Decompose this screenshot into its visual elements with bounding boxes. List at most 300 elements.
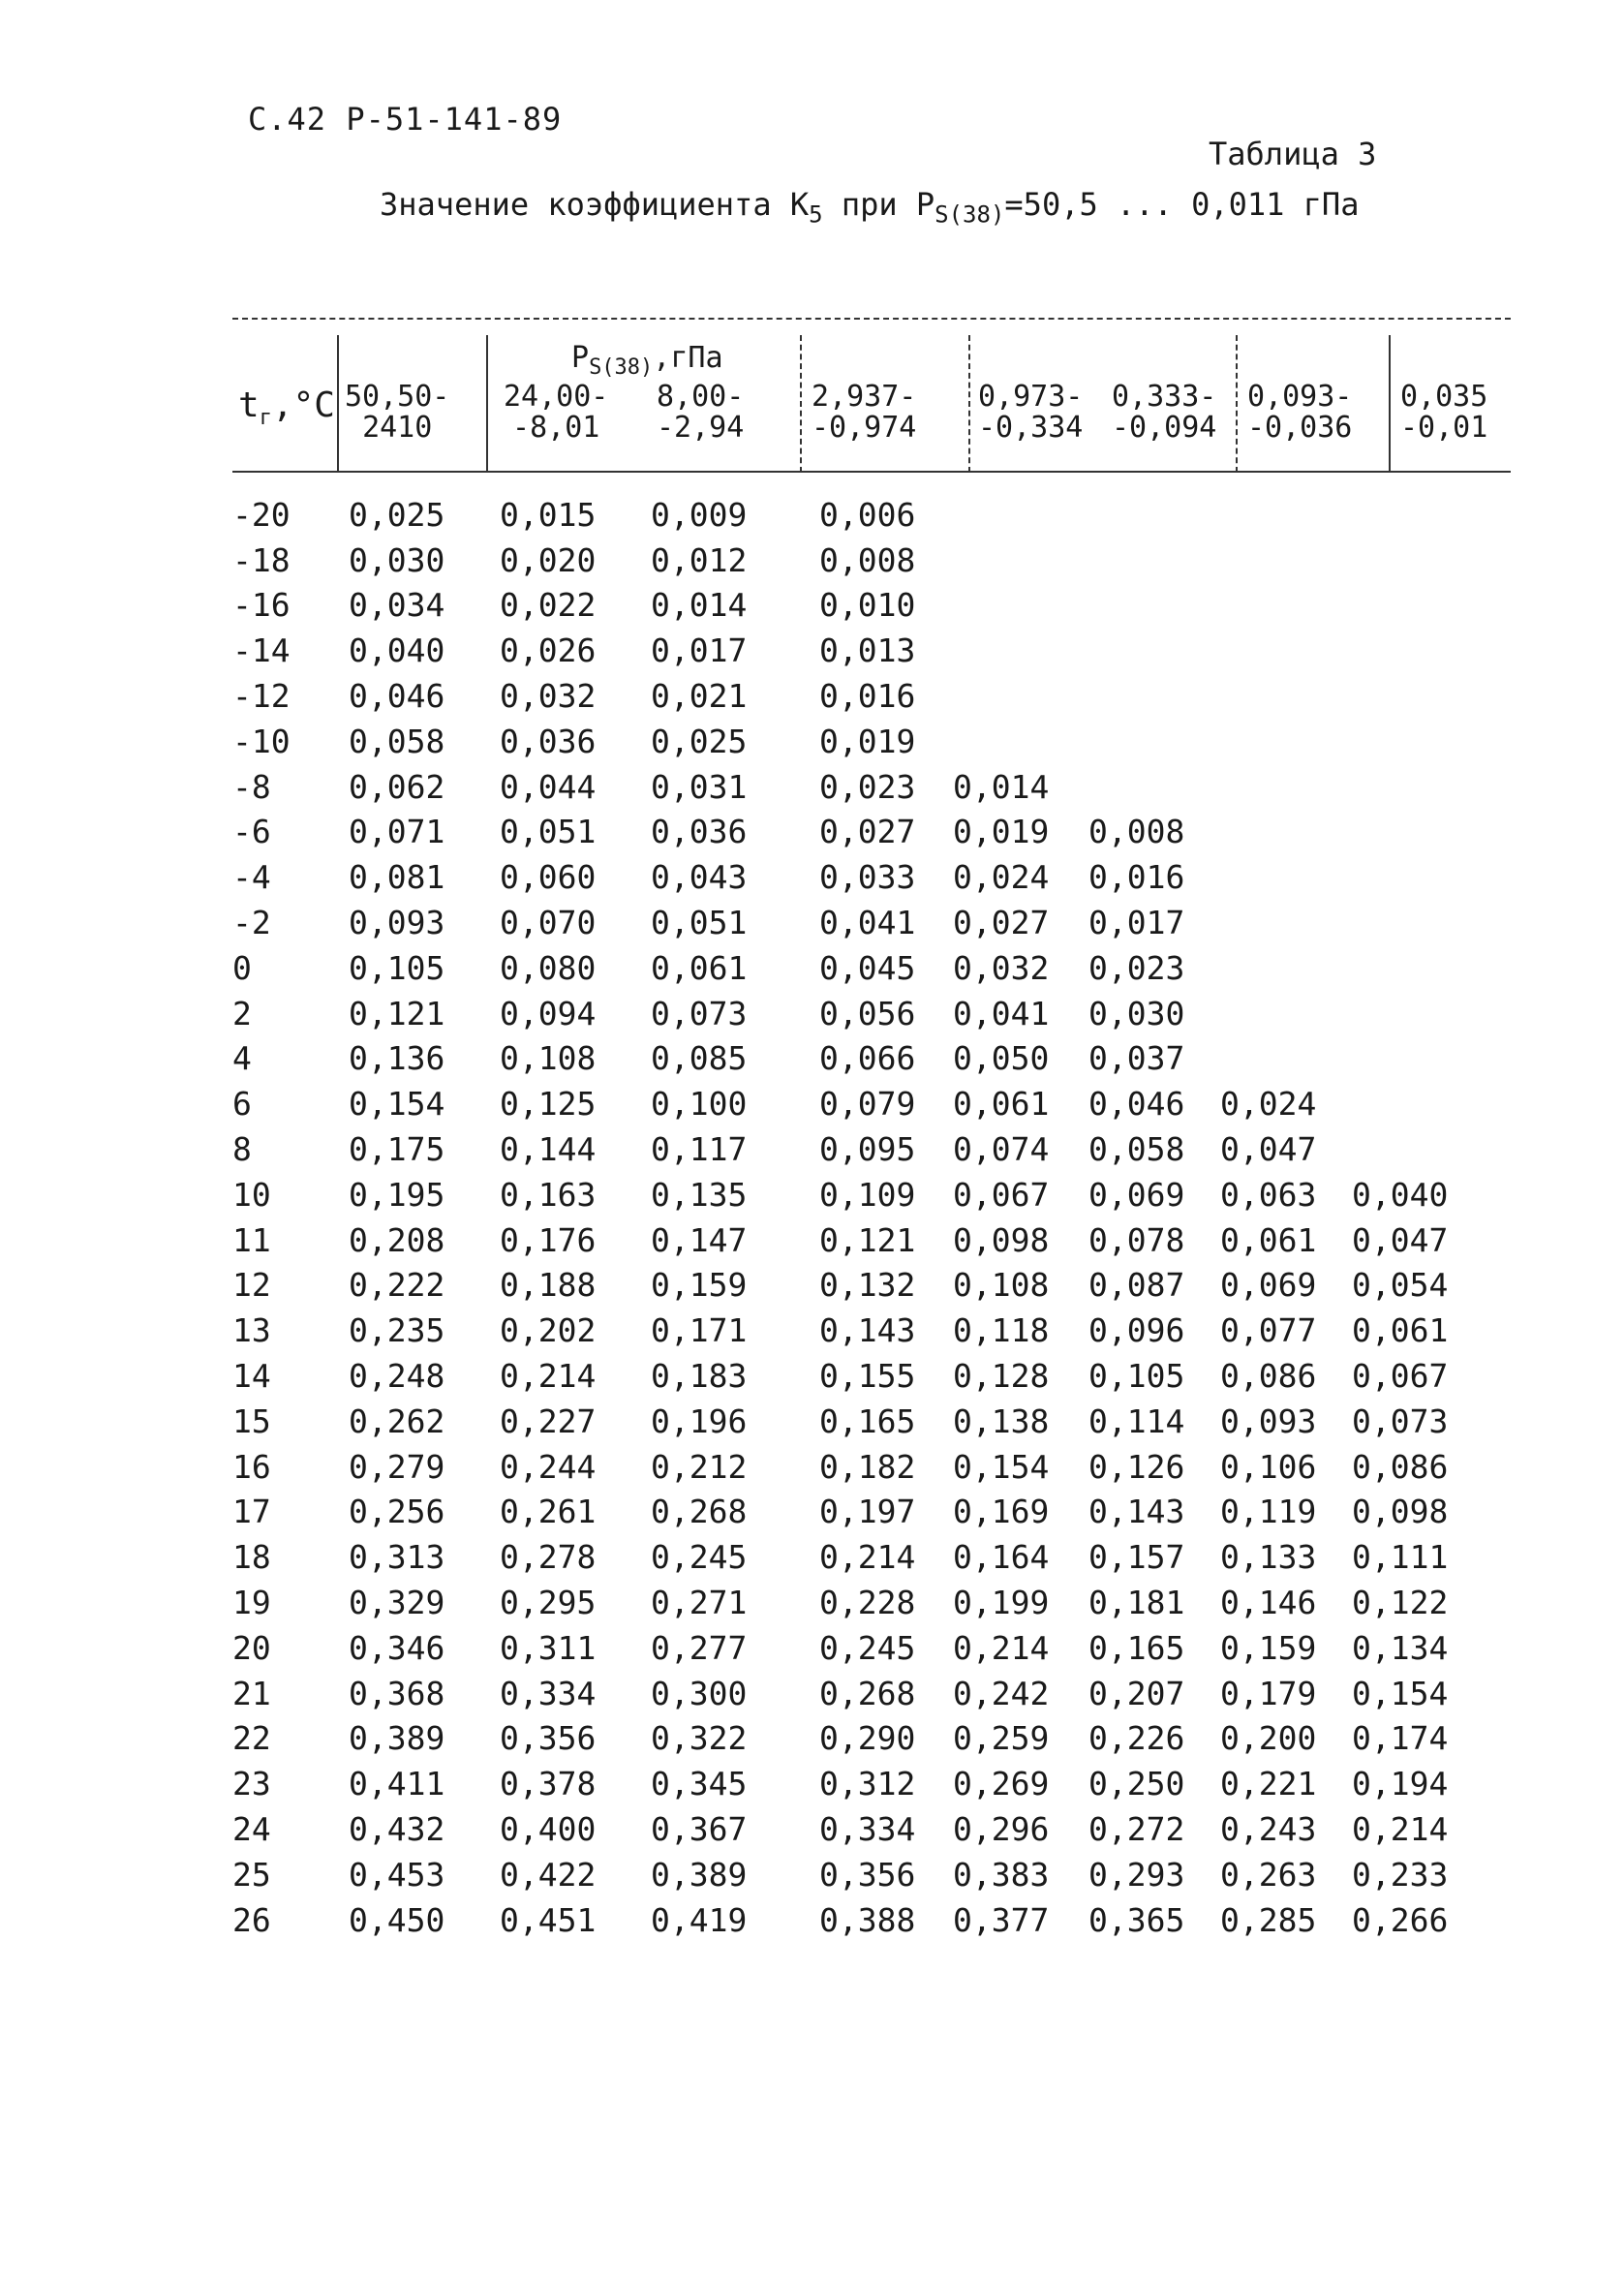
caption-mid: при P [822, 186, 935, 223]
coefficient-cell: 0,032 [953, 948, 1050, 987]
coefficient-cell: 0,450 [349, 1900, 445, 1939]
coefficient-cell: 0,244 [500, 1447, 597, 1486]
coefficient-cell: 0,285 [1220, 1900, 1317, 1939]
temperature-cell: 22 [232, 1719, 271, 1758]
coefficient-cell: 0,322 [651, 1719, 748, 1758]
coefficient-cell: 0,250 [1088, 1765, 1185, 1803]
coefficient-cell: 0,093 [1220, 1402, 1317, 1440]
temperature-cell: 24 [232, 1810, 271, 1848]
coefficient-cell: 0,051 [651, 904, 748, 942]
stub-head-subscript: г [259, 406, 272, 431]
coefficient-cell: 0,233 [1352, 1855, 1449, 1894]
table-row [232, 810, 1478, 855]
coefficient-cell: 0,121 [349, 994, 445, 1032]
coefficient-cell [1352, 583, 1478, 629]
coefficient-cell: 0,036 [651, 813, 748, 851]
table-row [232, 1534, 1478, 1580]
coefficient-cell: 0,346 [349, 1628, 445, 1667]
coefficient-cell: 0,025 [349, 495, 445, 534]
coefficient-cell: 0,017 [1088, 904, 1185, 942]
range-header: 2,937- -0,974 [812, 380, 917, 445]
coefficient-cell: 0,222 [349, 1266, 445, 1305]
coefficient-cell: 0,045 [819, 948, 916, 987]
coefficient-cell: 0,411 [349, 1765, 445, 1803]
coefficient-cell: 0,077 [1220, 1311, 1317, 1350]
coefficient-cell [1352, 1126, 1478, 1172]
table-row [232, 1852, 1478, 1897]
table-caption [380, 186, 1359, 228]
coefficient-cell: 0,277 [651, 1628, 748, 1667]
coefficient-cell: 0,171 [651, 1311, 748, 1350]
table-header-bottom-rule [232, 471, 1511, 473]
coefficient-cell [953, 628, 1088, 673]
coefficient-cell: 0,024 [953, 858, 1050, 897]
coefficient-cell [1088, 719, 1220, 764]
coefficient-cell: 0,125 [500, 1085, 597, 1124]
coefficient-cell: 0,196 [651, 1402, 748, 1440]
coefficient-cell: 0,293 [1088, 1855, 1185, 1894]
table-row [232, 1625, 1478, 1671]
table-row [232, 628, 1478, 673]
table-row [232, 1806, 1478, 1852]
coefficient-cell: 0,096 [1088, 1311, 1185, 1350]
temperature-cell: 19 [232, 1584, 271, 1622]
coefficient-cell: 0,214 [500, 1357, 597, 1396]
coefficient-cell [953, 583, 1088, 629]
coefficient-cell: 0,087 [1088, 1266, 1185, 1305]
table-row [232, 1761, 1478, 1806]
coefficient-cell: 0,062 [349, 767, 445, 806]
coefficient-cell: 0,243 [1220, 1810, 1317, 1848]
table-row [232, 1308, 1478, 1353]
temperature-cell: 2 [232, 994, 252, 1032]
coefficient-cell: 0,176 [500, 1220, 597, 1259]
coefficient-cell: 0,356 [500, 1719, 597, 1758]
coefficient-cell: 0,195 [349, 1175, 445, 1214]
table-row [232, 1172, 1478, 1217]
table-header-top-rule [232, 318, 1511, 320]
coefficient-cell: 0,070 [500, 904, 597, 942]
temperature-cell: 21 [232, 1674, 271, 1712]
coefficient-cell: 0,207 [1088, 1674, 1185, 1712]
coefficient-cell: 0,329 [349, 1584, 445, 1622]
coefficient-cell [953, 719, 1088, 764]
coefficient-cell: 0,235 [349, 1311, 445, 1350]
coefficient-cell: 0,108 [500, 1039, 597, 1078]
coefficient-cell: 0,147 [651, 1220, 748, 1259]
coefficient-cell: 0,268 [819, 1674, 916, 1712]
coefficient-cell: 0,279 [349, 1447, 445, 1486]
coefficient-cell: 0,295 [500, 1584, 597, 1622]
coefficient-cell [1352, 492, 1478, 538]
coefficient-cell: 0,020 [500, 540, 597, 579]
coefficient-cell: 0,016 [1088, 858, 1185, 897]
temperature-cell: 11 [232, 1220, 271, 1259]
coefficient-cell: 0,432 [349, 1810, 445, 1848]
table-row [232, 1263, 1478, 1309]
caption-k-subscript: 5 [809, 200, 823, 229]
coefficient-cell [1088, 583, 1220, 629]
table-row [232, 1081, 1478, 1126]
coefficient-cell: 0,019 [953, 813, 1050, 851]
coefficient-cell: 0,157 [1088, 1538, 1185, 1577]
coefficient-cell: 0,334 [500, 1674, 597, 1712]
coefficient-cell: 0,334 [819, 1810, 916, 1848]
coefficient-cell: 0,159 [651, 1266, 748, 1305]
temperature-cell: 10 [232, 1175, 271, 1214]
coefficient-cell: 0,046 [349, 677, 445, 716]
coefficient-cell: 0,268 [651, 1493, 748, 1531]
coefficient-cell [1352, 673, 1478, 719]
coefficient-cell: 0,383 [953, 1855, 1050, 1894]
coefficient-cell: 0,044 [500, 767, 597, 806]
table-row [232, 991, 1478, 1036]
coefficient-cell [1088, 492, 1220, 538]
coefficient-cell: 0,368 [349, 1674, 445, 1712]
coefficient-cell: 0,179 [1220, 1674, 1317, 1712]
coefficient-cell: 0,027 [819, 813, 916, 851]
coefficient-cell: 0,037 [1088, 1039, 1185, 1078]
coefficient-cell: 0,056 [819, 994, 916, 1032]
coefficient-cell: 0,014 [651, 586, 748, 625]
coefficient-cell: 0,453 [349, 1855, 445, 1894]
coefficient-cell: 0,154 [1352, 1674, 1449, 1712]
coefficient-cell [1220, 673, 1352, 719]
coefficient-cell: 0,214 [819, 1538, 916, 1577]
coefficient-cell: 0,026 [500, 632, 597, 670]
coefficient-cell: 0,023 [1088, 948, 1185, 987]
coefficient-cell: 0,165 [1088, 1628, 1185, 1667]
coefficient-cell [1352, 1036, 1478, 1082]
coefficient-cell: 0,278 [500, 1538, 597, 1577]
temperature-cell: 20 [232, 1628, 271, 1667]
temperature-cell: 6 [232, 1085, 252, 1124]
coefficient-cell: 0,043 [651, 858, 748, 897]
coefficient-cell: 0,175 [349, 1130, 445, 1169]
coefficient-cell: 0,146 [1220, 1584, 1317, 1622]
coefficient-cell: 0,143 [1088, 1493, 1185, 1531]
coefficient-cell: 0,242 [953, 1674, 1050, 1712]
coefficient-cell: 0,036 [500, 722, 597, 760]
coefficient-cell: 0,271 [651, 1584, 748, 1622]
coefficient-cell: 0,058 [1088, 1130, 1185, 1169]
coefficient-table [232, 492, 1478, 1943]
coefficient-cell: 0,197 [819, 1493, 916, 1531]
coefficient-cell: 0,262 [349, 1402, 445, 1440]
coefficient-cell: 0,256 [349, 1493, 445, 1531]
temperature-cell: -10 [232, 722, 291, 760]
coefficient-cell: 0,080 [500, 948, 597, 987]
coefficient-cell [1220, 1036, 1352, 1082]
range-header: 0,973- -0,334 [978, 380, 1084, 445]
coefficient-cell: 0,259 [953, 1719, 1050, 1758]
column-separator [968, 335, 970, 473]
coefficient-cell: 0,058 [349, 722, 445, 760]
temperature-cell: 18 [232, 1538, 271, 1577]
group-head-main: P [571, 341, 590, 375]
temperature-cell: -6 [232, 813, 271, 851]
column-separator [1236, 335, 1238, 473]
table-row [232, 1671, 1478, 1716]
coefficient-cell [1352, 1081, 1478, 1126]
column-separator [1389, 335, 1391, 473]
coefficient-cell [1088, 764, 1220, 810]
column-separator [486, 335, 488, 473]
coefficient-cell: 0,030 [349, 540, 445, 579]
coefficient-cell: 0,174 [1352, 1719, 1449, 1758]
coefficient-cell: 0,377 [953, 1900, 1050, 1939]
coefficient-cell: 0,144 [500, 1130, 597, 1169]
coefficient-cell: 0,154 [349, 1085, 445, 1124]
coefficient-cell: 0,269 [953, 1765, 1050, 1803]
coefficient-cell: 0,079 [819, 1085, 916, 1124]
coefficient-cell: 0,128 [953, 1357, 1050, 1396]
coefficient-cell: 0,095 [819, 1130, 916, 1169]
coefficient-cell [1352, 719, 1478, 764]
caption-suffix: =50,5 ... 0,011 гПа [1004, 186, 1360, 223]
temperature-cell: -8 [232, 767, 271, 806]
coefficient-cell: 0,017 [651, 632, 748, 670]
temperature-cell: 15 [232, 1402, 271, 1440]
temperature-cell: 0 [232, 948, 252, 987]
coefficient-cell [1220, 492, 1352, 538]
coefficient-cell: 0,132 [819, 1266, 916, 1305]
coefficient-cell: 0,311 [500, 1628, 597, 1667]
coefficient-cell: 0,138 [953, 1402, 1050, 1440]
table-row [232, 719, 1478, 764]
coefficient-cell: 0,154 [953, 1447, 1050, 1486]
coefficient-cell: 0,356 [819, 1855, 916, 1894]
coefficient-cell: 0,159 [1220, 1628, 1317, 1667]
coefficient-cell: 0,208 [349, 1220, 445, 1259]
coefficient-cell: 0,135 [651, 1175, 748, 1214]
coefficient-cell: 0,050 [953, 1039, 1050, 1078]
coefficient-cell: 0,134 [1352, 1628, 1449, 1667]
coefficient-cell: 0,221 [1220, 1765, 1317, 1803]
temperature-cell: -4 [232, 858, 271, 897]
coefficient-cell: 0,367 [651, 1810, 748, 1848]
table-row [232, 1580, 1478, 1625]
temperature-cell: 4 [232, 1039, 252, 1078]
coefficient-cell: 0,040 [349, 632, 445, 670]
coefficient-cell: 0,067 [1352, 1357, 1449, 1396]
table-label: Таблица 3 [1209, 136, 1377, 172]
coefficient-cell [953, 673, 1088, 719]
coefficient-cell: 0,194 [1352, 1765, 1449, 1803]
coefficient-cell: 0,033 [819, 858, 916, 897]
coefficient-cell: 0,261 [500, 1493, 597, 1531]
coefficient-cell: 0,378 [500, 1765, 597, 1803]
coefficient-cell: 0,047 [1220, 1130, 1317, 1169]
table-row [232, 945, 1478, 991]
coefficient-cell [1220, 945, 1352, 991]
coefficient-cell: 0,188 [500, 1266, 597, 1305]
coefficient-cell: 0,094 [500, 994, 597, 1032]
coefficient-cell: 0,422 [500, 1855, 597, 1894]
coefficient-cell: 0,030 [1088, 994, 1185, 1032]
coefficient-cell: 0,400 [500, 1810, 597, 1848]
temperature-cell: 16 [232, 1447, 271, 1486]
coefficient-cell [1352, 945, 1478, 991]
temperature-cell: 13 [232, 1311, 271, 1350]
coefficient-cell: 0,016 [819, 677, 916, 716]
coefficient-cell: 0,098 [1352, 1493, 1449, 1531]
coefficient-cell: 0,025 [651, 722, 748, 760]
coefficient-cell: 0,073 [1352, 1402, 1449, 1440]
coefficient-cell: 0,118 [953, 1311, 1050, 1350]
coefficient-cell: 0,451 [500, 1900, 597, 1939]
coefficient-cell: 0,111 [1352, 1538, 1449, 1577]
coefficient-cell: 0,212 [651, 1447, 748, 1486]
coefficient-cell: 0,061 [651, 948, 748, 987]
coefficient-cell: 0,169 [953, 1493, 1050, 1531]
coefficient-cell: 0,182 [819, 1447, 916, 1486]
coefficient-cell: 0,040 [1352, 1175, 1449, 1214]
coefficient-cell: 0,046 [1088, 1085, 1185, 1124]
coefficient-cell: 0,296 [953, 1810, 1050, 1848]
temperature-cell: -18 [232, 540, 291, 579]
temperature-cell: 17 [232, 1493, 271, 1531]
coefficient-cell: 0,155 [819, 1357, 916, 1396]
coefficient-cell: 0,164 [953, 1538, 1050, 1577]
coefficient-cell [1220, 991, 1352, 1036]
coefficient-table-body [232, 492, 1478, 1943]
temperature-cell: 14 [232, 1357, 271, 1396]
temperature-cell: -16 [232, 586, 291, 625]
coefficient-cell: 0,041 [953, 994, 1050, 1032]
coefficient-cell: 0,060 [500, 858, 597, 897]
coefficient-cell: 0,100 [651, 1085, 748, 1124]
coefficient-cell: 0,047 [1352, 1220, 1449, 1259]
table-row [232, 854, 1478, 900]
table-row [232, 1353, 1478, 1399]
coefficient-cell [1352, 628, 1478, 673]
coefficient-cell: 0,114 [1088, 1402, 1185, 1440]
temperature-cell: -12 [232, 677, 291, 716]
coefficient-cell [1352, 991, 1478, 1036]
caption-prefix: Значение коэффициента К [380, 186, 810, 223]
coefficient-cell: 0,228 [819, 1584, 916, 1622]
coefficient-cell [1220, 764, 1352, 810]
group-head-unit: ,гПа [653, 341, 723, 375]
coefficient-cell: 0,086 [1220, 1357, 1317, 1396]
temperature-cell: -14 [232, 632, 291, 670]
temperature-cell: -2 [232, 904, 271, 942]
column-separator [337, 335, 339, 473]
coefficient-cell: 0,389 [349, 1719, 445, 1758]
coefficient-cell: 0,093 [349, 904, 445, 942]
coefficient-cell: 0,165 [819, 1402, 916, 1440]
coefficient-cell: 0,263 [1220, 1855, 1317, 1894]
range-header: 0,333- -0,094 [1112, 380, 1217, 445]
coefficient-cell: 0,024 [1220, 1085, 1317, 1124]
coefficient-cell [1352, 538, 1478, 583]
coefficient-cell: 0,163 [500, 1175, 597, 1214]
coefficient-cell [1088, 673, 1220, 719]
range-header: 24,00- -8,01 [504, 380, 609, 445]
table-row [232, 673, 1478, 719]
coefficient-cell: 0,073 [651, 994, 748, 1032]
coefficient-cell [1220, 538, 1352, 583]
coefficient-cell: 0,300 [651, 1674, 748, 1712]
coefficient-cell: 0,078 [1088, 1220, 1185, 1259]
caption-p-subscript: S(38) [935, 200, 1005, 229]
temperature-cell: 12 [232, 1266, 271, 1305]
coefficient-cell: 0,227 [500, 1402, 597, 1440]
table-row [232, 764, 1478, 810]
coefficient-cell [953, 538, 1088, 583]
coefficient-cell [1220, 719, 1352, 764]
group-head-subscript: S(38) [589, 355, 654, 380]
range-header: 0,093- -0,036 [1247, 380, 1353, 445]
coefficient-cell: 0,245 [651, 1538, 748, 1577]
coefficient-cell: 0,015 [500, 495, 597, 534]
coefficient-cell: 0,105 [349, 948, 445, 987]
coefficient-cell: 0,181 [1088, 1584, 1185, 1622]
temperature-cell: 25 [232, 1855, 271, 1894]
coefficient-cell [1352, 900, 1478, 945]
coefficient-cell: 0,108 [953, 1266, 1050, 1305]
table-row [232, 1490, 1478, 1535]
coefficient-cell: 0,067 [953, 1175, 1050, 1214]
coefficient-cell: 0,081 [349, 858, 445, 897]
stub-head-main: t [238, 385, 260, 425]
coefficient-cell [1352, 854, 1478, 900]
temperature-cell: 8 [232, 1130, 252, 1169]
coefficient-cell: 0,063 [1220, 1175, 1317, 1214]
table-row [232, 1716, 1478, 1762]
coefficient-cell [1352, 764, 1478, 810]
coefficient-cell: 0,202 [500, 1311, 597, 1350]
coefficient-cell: 0,008 [1088, 813, 1185, 851]
coefficient-cell [1220, 628, 1352, 673]
coefficient-cell: 0,012 [651, 540, 748, 579]
table-row [232, 538, 1478, 583]
table-row [232, 1444, 1478, 1490]
range-header: 50,50- 2410 [345, 380, 450, 445]
coefficient-cell: 0,136 [349, 1039, 445, 1078]
coefficient-cell: 0,074 [953, 1130, 1050, 1169]
coefficient-cell: 0,009 [651, 495, 748, 534]
coefficient-cell: 0,034 [349, 586, 445, 625]
coefficient-cell: 0,032 [500, 677, 597, 716]
coefficient-cell: 0,119 [1220, 1493, 1317, 1531]
coefficient-cell: 0,109 [819, 1175, 916, 1214]
temperature-cell: 23 [232, 1765, 271, 1803]
table-row [232, 583, 1478, 629]
coefficient-cell: 0,085 [651, 1039, 748, 1078]
coefficient-cell: 0,389 [651, 1855, 748, 1894]
coefficient-cell: 0,006 [819, 495, 916, 534]
temperature-column-header [238, 385, 335, 430]
coefficient-cell: 0,021 [651, 677, 748, 716]
coefficient-cell: 0,027 [953, 904, 1050, 942]
coefficient-cell: 0,312 [819, 1765, 916, 1803]
coefficient-cell: 0,313 [349, 1538, 445, 1577]
stub-head-unit: ,°С [271, 385, 335, 425]
page-code: С.42 Р-51-141-89 [248, 101, 563, 138]
coefficient-cell: 0,200 [1220, 1719, 1317, 1758]
coefficient-cell: 0,214 [1352, 1810, 1449, 1848]
coefficient-cell: 0,133 [1220, 1538, 1317, 1577]
coefficient-cell: 0,272 [1088, 1810, 1185, 1848]
coefficient-cell: 0,266 [1352, 1900, 1449, 1939]
coefficient-cell: 0,019 [819, 722, 916, 760]
coefficient-cell [1352, 810, 1478, 855]
coefficient-cell: 0,183 [651, 1357, 748, 1396]
coefficient-cell: 0,388 [819, 1900, 916, 1939]
coefficient-cell: 0,345 [651, 1765, 748, 1803]
